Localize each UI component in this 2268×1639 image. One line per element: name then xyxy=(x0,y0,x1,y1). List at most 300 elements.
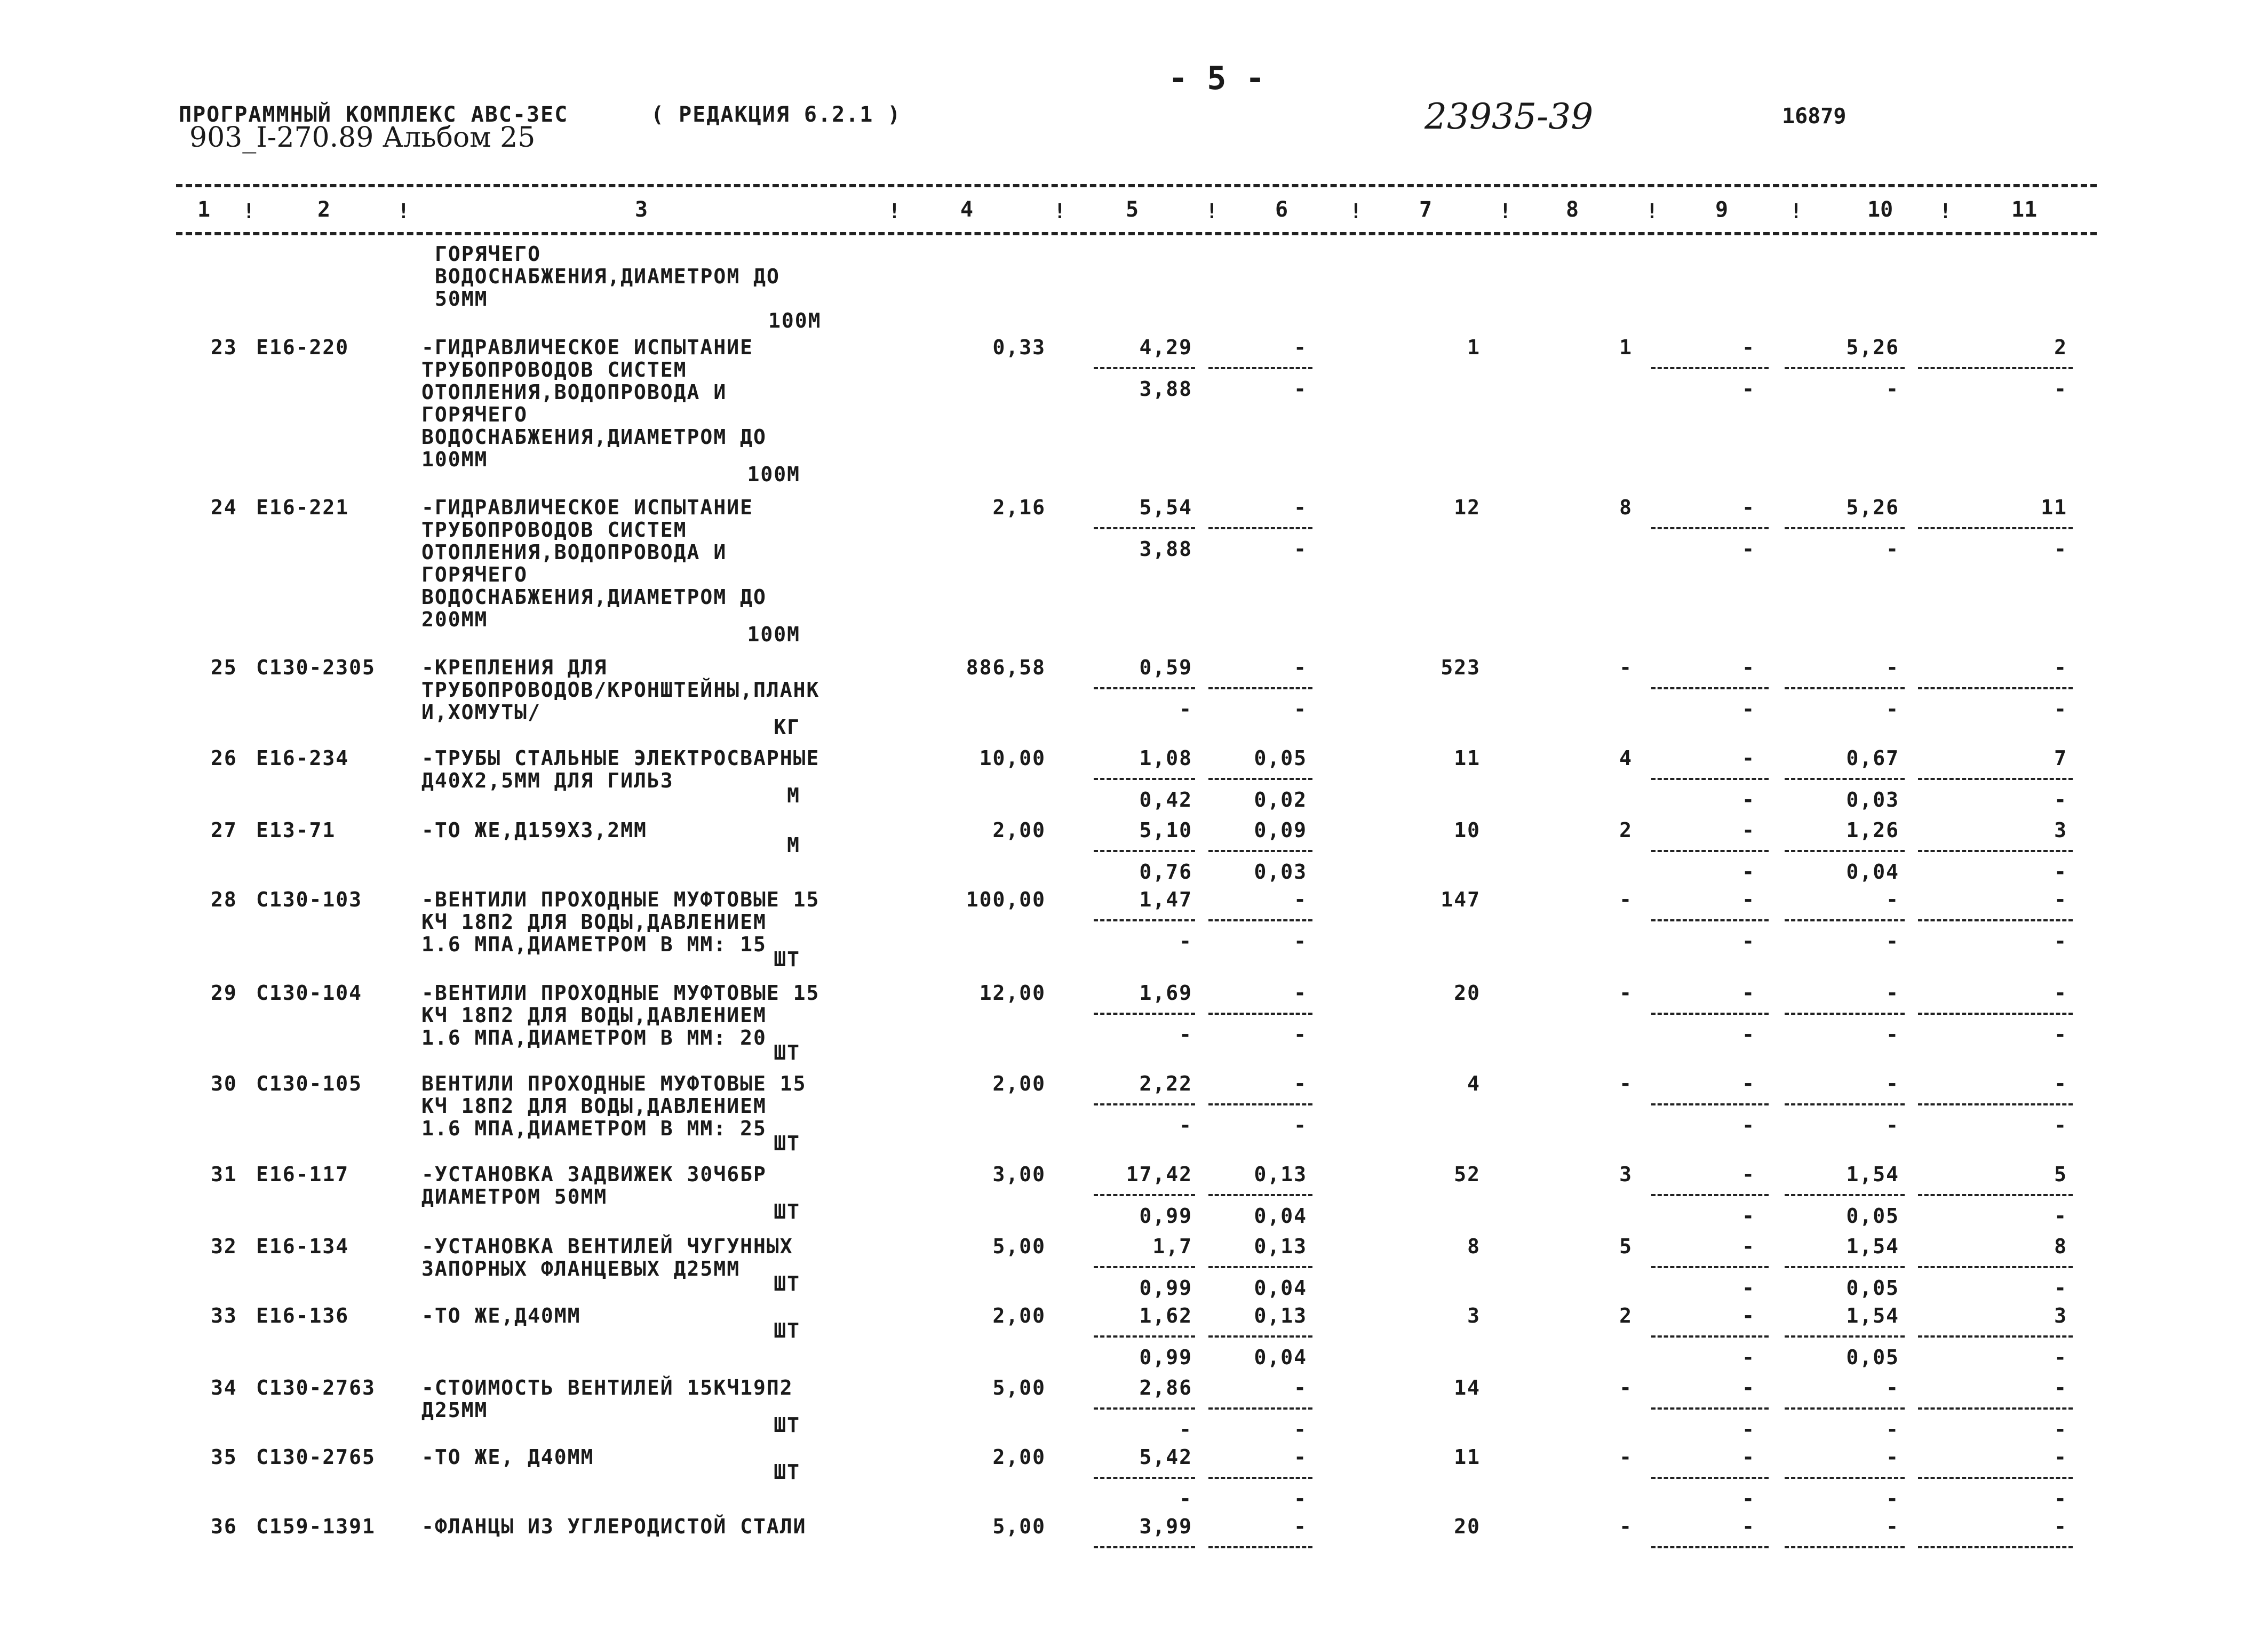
cell-divider xyxy=(1208,1407,1312,1410)
description-line: КЧ 18П2 ДЛЯ ВОДЫ,ДАВЛЕНИЕМ xyxy=(421,1004,767,1027)
cell-divider xyxy=(1918,1194,2073,1196)
unit-cost: 3,99 xyxy=(1139,1515,1192,1538)
cell-divider xyxy=(1651,1194,1769,1196)
cell-divider xyxy=(1208,850,1312,852)
col9-value: - xyxy=(1742,1304,1755,1327)
cell-divider xyxy=(1651,1546,1769,1548)
col9-sub: - xyxy=(1742,1418,1755,1441)
col9-value: - xyxy=(1742,1515,1755,1538)
unit-cost-wages: - xyxy=(1179,1418,1192,1441)
cell-divider xyxy=(1651,1266,1769,1268)
cell-divider xyxy=(1651,1013,1769,1015)
labor-total: - xyxy=(2054,1376,2067,1399)
labor-value: - xyxy=(1886,1376,1899,1399)
labor-total-sub: - xyxy=(2054,697,2067,721)
cell-divider xyxy=(1651,850,1769,852)
machine-cost-wages: - xyxy=(1294,1113,1307,1137)
labor-total-sub: - xyxy=(2054,1487,2067,1510)
column-separator: ! xyxy=(243,200,255,223)
cell-divider xyxy=(1208,1546,1312,1548)
labor-total-sub: - xyxy=(2054,929,2067,953)
labor-total-sub: - xyxy=(2054,1346,2067,1369)
wages-total: - xyxy=(1619,1445,1633,1469)
cell-divider xyxy=(1785,850,1905,852)
column-number: 11 xyxy=(2011,197,2038,222)
labor-total: 5 xyxy=(2054,1163,2067,1186)
norm-code: Е16-221 xyxy=(256,496,349,519)
description-line: КЧ 18П2 ДЛЯ ВОДЫ,ДАВЛЕНИЕМ xyxy=(421,1094,767,1118)
col9-sub: - xyxy=(1742,697,1755,721)
machine-cost-wages: 0,04 xyxy=(1254,1204,1307,1228)
column-number: 4 xyxy=(960,197,974,222)
cell-divider xyxy=(1208,367,1312,369)
labor-total: - xyxy=(2054,1445,2067,1469)
cell-divider xyxy=(1785,1407,1905,1410)
labor-sub: - xyxy=(1886,1113,1899,1137)
row-number: 34 xyxy=(211,1376,237,1399)
unit-cost-wages: - xyxy=(1179,697,1192,721)
unit-cost-wages: 0,99 xyxy=(1139,1276,1192,1300)
sheet-code: 16879 xyxy=(1782,104,1847,129)
description-line: -ВЕНТИЛИ ПРОХОДНЫЕ МУФТОВЫЕ 15 xyxy=(421,981,820,1005)
unit-cost-wages: 0,99 xyxy=(1139,1204,1192,1228)
labor-total: 3 xyxy=(2054,1304,2067,1327)
labor-total-sub: - xyxy=(2054,1023,2067,1046)
quantity: 3,00 xyxy=(992,1163,1046,1186)
machine-cost: - xyxy=(1294,336,1307,359)
col9-value: - xyxy=(1742,1235,1755,1258)
machine-cost: - xyxy=(1294,981,1307,1005)
unit-cost-wages: - xyxy=(1179,1113,1192,1137)
unit-cost: 1,7 xyxy=(1152,1235,1192,1258)
description-line: 50ММ xyxy=(435,287,488,311)
total-cost: 523 xyxy=(1441,656,1481,679)
description-line: ТРУБОПРОВОДОВ СИСТЕМ xyxy=(421,358,687,381)
col9-sub: - xyxy=(1742,1487,1755,1510)
total-cost: 11 xyxy=(1454,746,1481,770)
labor-value: 1,54 xyxy=(1846,1163,1899,1186)
labor-total-sub: - xyxy=(2054,1113,2067,1137)
cell-divider xyxy=(1785,1103,1905,1105)
unit-label: ШТ xyxy=(774,1200,800,1223)
norm-code: Е16-136 xyxy=(256,1304,349,1327)
unit-cost: 0,59 xyxy=(1139,656,1192,679)
row-number: 24 xyxy=(211,496,237,519)
cell-divider xyxy=(1094,1477,1195,1479)
cell-divider xyxy=(1094,1546,1195,1548)
cell-divider xyxy=(1094,1335,1195,1338)
description-line: ГОРЯЧЕГО xyxy=(421,403,528,426)
column-separator: ! xyxy=(888,200,901,223)
description-line: -УСТАНОВКА ЗАДВИЖЕК 30Ч6БР xyxy=(421,1163,767,1186)
labor-value: - xyxy=(1886,981,1899,1005)
total-cost: 4 xyxy=(1467,1072,1481,1095)
wages-total: 1 xyxy=(1619,336,1633,359)
labor-total-sub: - xyxy=(2054,1276,2067,1300)
unit-label: 100М xyxy=(768,309,822,332)
description-line: Д40Х2,5ММ ДЛЯ ГИЛЬЗ xyxy=(421,769,674,792)
row-number: 26 xyxy=(211,746,237,770)
machine-cost: - xyxy=(1294,1515,1307,1538)
cell-divider xyxy=(1208,1266,1312,1268)
description-line: И,ХОМУТЫ/ xyxy=(421,701,541,724)
col9-value: - xyxy=(1742,1445,1755,1469)
description-line: ВОДОСНАБЖЕНИЯ,ДИАМЕТРОМ ДО xyxy=(421,425,767,449)
col9-sub: - xyxy=(1742,860,1755,884)
quantity: 5,00 xyxy=(992,1235,1046,1258)
labor-value: 5,26 xyxy=(1846,336,1899,359)
column-separator: ! xyxy=(1350,200,1362,223)
labor-sub: - xyxy=(1886,929,1899,953)
labor-total: 7 xyxy=(2054,746,2067,770)
cell-divider xyxy=(1785,1013,1905,1015)
column-number: 5 xyxy=(1126,197,1139,222)
description-line: 1.6 МПА,ДИАМЕТРОМ В ММ: 25 xyxy=(421,1117,767,1140)
description-line: 1.6 МПА,ДИАМЕТРОМ В ММ: 15 xyxy=(421,933,767,956)
cell-divider xyxy=(1785,367,1905,369)
wages-total: 2 xyxy=(1619,1304,1633,1327)
machine-cost-wages: 0,04 xyxy=(1254,1276,1307,1300)
row-number: 35 xyxy=(211,1445,237,1469)
unit-label: ШТ xyxy=(774,1041,800,1064)
column-number: 7 xyxy=(1419,197,1433,222)
labor-value: - xyxy=(1886,656,1899,679)
col9-sub: - xyxy=(1742,1346,1755,1369)
cell-divider xyxy=(1651,1103,1769,1105)
unit-cost: 5,10 xyxy=(1139,818,1192,842)
cell-divider xyxy=(1918,1013,2073,1015)
col9-sub: - xyxy=(1742,1023,1755,1046)
cell-divider xyxy=(1208,1103,1312,1105)
norm-code: С130-105 xyxy=(256,1072,363,1095)
row-number: 30 xyxy=(211,1072,237,1095)
wages-total: - xyxy=(1619,1376,1633,1399)
quantity: 2,00 xyxy=(992,1072,1046,1095)
labor-value: - xyxy=(1886,1445,1899,1469)
machine-cost: - xyxy=(1294,1376,1307,1399)
wages-total: - xyxy=(1619,981,1633,1005)
labor-total-sub: - xyxy=(2054,860,2067,884)
row-number: 36 xyxy=(211,1515,237,1538)
wages-total: - xyxy=(1619,656,1633,679)
labor-total: - xyxy=(2054,1515,2067,1538)
col9-value: - xyxy=(1742,888,1755,911)
unit-label: ШТ xyxy=(774,1319,800,1342)
machine-cost-wages: - xyxy=(1294,929,1307,953)
machine-cost-wages: 0,04 xyxy=(1254,1346,1307,1369)
cell-divider xyxy=(1918,687,2073,689)
cell-divider xyxy=(1208,687,1312,689)
unit-cost: 5,54 xyxy=(1139,496,1192,519)
unit-cost-wages: 3,88 xyxy=(1139,537,1192,561)
unit-cost: 2,86 xyxy=(1139,1376,1192,1399)
description-line: ВЕНТИЛИ ПРОХОДНЫЕ МУФТОВЫЕ 15 xyxy=(421,1072,807,1095)
unit-cost: 1,08 xyxy=(1139,746,1192,770)
description-line: ДИАМЕТРОМ 50ММ xyxy=(421,1185,608,1208)
total-cost: 1 xyxy=(1467,336,1481,359)
unit-label: КГ xyxy=(774,715,800,739)
cell-divider xyxy=(1785,527,1905,529)
col9-value: - xyxy=(1742,1376,1755,1399)
norm-code: Е16-117 xyxy=(256,1163,349,1186)
cell-divider xyxy=(1918,850,2073,852)
norm-code: С130-2305 xyxy=(256,656,376,679)
description-line: -КРЕПЛЕНИЯ ДЛЯ xyxy=(421,656,608,679)
col9-value: - xyxy=(1742,818,1755,842)
cell-divider xyxy=(1651,367,1769,369)
machine-cost-wages: - xyxy=(1294,377,1307,401)
cell-divider xyxy=(1785,1194,1905,1196)
norm-code: Е16-234 xyxy=(256,746,349,770)
table-top-rule xyxy=(176,184,2097,187)
column-separator: ! xyxy=(1646,200,1658,223)
row-number: 28 xyxy=(211,888,237,911)
description-line: -ТО ЖЕ,Д40ММ xyxy=(421,1304,581,1327)
norm-code: Е13-71 xyxy=(256,818,336,842)
labor-sub: 0,04 xyxy=(1846,860,1899,884)
cell-divider xyxy=(1208,1477,1312,1479)
description-line: ОТОПЛЕНИЯ,ВОДОПРОВОДА И xyxy=(421,540,727,564)
machine-cost: - xyxy=(1294,1072,1307,1095)
total-cost: 147 xyxy=(1441,888,1481,911)
quantity: 5,00 xyxy=(992,1376,1046,1399)
machine-cost: - xyxy=(1294,496,1307,519)
unit-label: М xyxy=(787,833,800,857)
wages-total: - xyxy=(1619,1515,1633,1538)
labor-value: 1,54 xyxy=(1846,1235,1899,1258)
cell-divider xyxy=(1785,778,1905,780)
labor-value: - xyxy=(1886,1515,1899,1538)
labor-total-sub: - xyxy=(2054,1418,2067,1441)
cell-divider xyxy=(1208,778,1312,780)
description-line: -ТО ЖЕ,Д159Х3,2ММ xyxy=(421,818,647,842)
description-line: ВОДОСНАБЖЕНИЯ,ДИАМЕТРОМ ДО xyxy=(435,265,780,288)
unit-cost: 1,69 xyxy=(1139,981,1192,1005)
total-cost: 12 xyxy=(1454,496,1481,519)
cell-divider xyxy=(1785,1546,1905,1548)
cell-divider xyxy=(1208,527,1312,529)
description-line: КЧ 18П2 ДЛЯ ВОДЫ,ДАВЛЕНИЕМ xyxy=(421,910,767,934)
labor-total: - xyxy=(2054,656,2067,679)
col9-sub: - xyxy=(1742,929,1755,953)
col9-value: - xyxy=(1742,1163,1755,1186)
cell-divider xyxy=(1918,527,2073,529)
quantity: 2,00 xyxy=(992,818,1046,842)
cell-divider xyxy=(1094,919,1195,921)
column-separator: ! xyxy=(1499,200,1511,223)
labor-total-sub: - xyxy=(2054,788,2067,811)
col9-value: - xyxy=(1742,656,1755,679)
description-line: -УСТАНОВКА ВЕНТИЛЕЙ ЧУГУННЫХ xyxy=(421,1235,793,1258)
description-line: ОТОПЛЕНИЯ,ВОДОПРОВОДА И xyxy=(421,380,727,404)
description-line: -ГИДРАВЛИЧЕСКОЕ ИСПЫТАНИЕ xyxy=(421,496,753,519)
machine-cost: 0,13 xyxy=(1254,1163,1307,1186)
cell-divider xyxy=(1094,1194,1195,1196)
cell-divider xyxy=(1651,919,1769,921)
labor-total: 8 xyxy=(2054,1235,2067,1258)
unit-label: ШТ xyxy=(774,1460,800,1484)
table-header-rule xyxy=(176,232,2097,235)
row-number: 32 xyxy=(211,1235,237,1258)
unit-label: М xyxy=(787,784,800,807)
total-cost: 52 xyxy=(1454,1163,1481,1186)
cell-divider xyxy=(1918,1335,2073,1338)
description-line: ГОРЯЧЕГО xyxy=(421,563,528,586)
cell-divider xyxy=(1094,1103,1195,1105)
labor-value: - xyxy=(1886,888,1899,911)
cell-divider xyxy=(1918,1266,2073,1268)
labor-sub: - xyxy=(1886,377,1899,401)
unit-label: ШТ xyxy=(774,1413,800,1437)
description-line: -ТРУБЫ СТАЛЬНЫЕ ЭЛЕКТРОСВАРНЫЕ xyxy=(421,746,820,770)
cell-divider xyxy=(1094,1407,1195,1410)
total-cost: 20 xyxy=(1454,1515,1481,1538)
description-line: ТРУБОПРОВОДОВ/КРОНШТЕЙНЫ,ПЛАНК xyxy=(421,678,820,702)
column-number: 3 xyxy=(635,197,648,222)
wages-total: 5 xyxy=(1619,1235,1633,1258)
unit-label: ШТ xyxy=(774,1132,800,1155)
cell-divider xyxy=(1094,778,1195,780)
cell-divider xyxy=(1785,1335,1905,1338)
unit-cost-wages: - xyxy=(1179,1487,1192,1510)
machine-cost-wages: - xyxy=(1294,1418,1307,1441)
description-line: ГОРЯЧЕГО xyxy=(435,242,542,266)
cell-divider xyxy=(1094,367,1195,369)
col9-value: - xyxy=(1742,336,1755,359)
machine-cost-wages: - xyxy=(1294,1023,1307,1046)
row-number: 33 xyxy=(211,1304,237,1327)
unit-label: 100М xyxy=(747,463,800,486)
labor-total-sub: - xyxy=(2054,537,2067,561)
description-line: ВОДОСНАБЖЕНИЯ,ДИАМЕТРОМ ДО xyxy=(421,585,767,609)
total-cost: 20 xyxy=(1454,981,1481,1005)
machine-cost: 0,13 xyxy=(1254,1304,1307,1327)
description-line: Д25ММ xyxy=(421,1398,488,1422)
labor-total: 3 xyxy=(2054,818,2067,842)
labor-sub: 0,03 xyxy=(1846,788,1899,811)
cell-divider xyxy=(1094,1013,1195,1015)
norm-code: Е16-134 xyxy=(256,1235,349,1258)
document-number: 23935-39 xyxy=(1425,96,1594,137)
total-cost: 14 xyxy=(1454,1376,1481,1399)
cell-divider xyxy=(1918,1546,2073,1548)
col9-value: - xyxy=(1742,746,1755,770)
cell-divider xyxy=(1918,1103,2073,1105)
labor-sub: - xyxy=(1886,1023,1899,1046)
column-number: 9 xyxy=(1715,197,1729,222)
cell-divider xyxy=(1651,1335,1769,1338)
quantity: 2,16 xyxy=(992,496,1046,519)
total-cost: 8 xyxy=(1467,1235,1481,1258)
total-cost: 11 xyxy=(1454,1445,1481,1469)
labor-sub: - xyxy=(1886,1487,1899,1510)
machine-cost: 0,05 xyxy=(1254,746,1307,770)
machine-cost-wages: - xyxy=(1294,697,1307,721)
machine-cost-wages: 0,03 xyxy=(1254,860,1307,884)
cell-divider xyxy=(1208,1013,1312,1015)
album-label: 903_I-270.89 Альбом 25 xyxy=(189,122,536,154)
unit-label: ШТ xyxy=(774,1272,800,1295)
machine-cost: 0,13 xyxy=(1254,1235,1307,1258)
cell-divider xyxy=(1918,778,2073,780)
cell-divider xyxy=(1918,367,2073,369)
cell-divider xyxy=(1208,1335,1312,1338)
norm-code: С159-1391 xyxy=(256,1515,376,1538)
quantity: 0,33 xyxy=(992,336,1046,359)
unit-cost: 5,42 xyxy=(1139,1445,1192,1469)
unit-cost-wages: 0,42 xyxy=(1139,788,1192,811)
unit-cost-wages: 3,88 xyxy=(1139,377,1192,401)
cell-divider xyxy=(1785,919,1905,921)
row-number: 31 xyxy=(211,1163,237,1186)
labor-total: 11 xyxy=(2041,496,2067,519)
labor-sub: - xyxy=(1886,537,1899,561)
col9-sub: - xyxy=(1742,377,1755,401)
unit-cost-wages: 0,76 xyxy=(1139,860,1192,884)
col9-sub: - xyxy=(1742,1276,1755,1300)
wages-total: 2 xyxy=(1619,818,1633,842)
wages-total: 8 xyxy=(1619,496,1633,519)
machine-cost-wages: 0,02 xyxy=(1254,788,1307,811)
cell-divider xyxy=(1918,1407,2073,1410)
cell-divider xyxy=(1918,919,2073,921)
labor-value: 5,26 xyxy=(1846,496,1899,519)
cell-divider xyxy=(1651,687,1769,689)
cell-divider xyxy=(1094,1266,1195,1268)
cell-divider xyxy=(1208,1194,1312,1196)
description-line: ЗАПОРНЫХ ФЛАНЦЕВЫХ Д25ММ xyxy=(421,1257,741,1280)
unit-cost-wages: - xyxy=(1179,1023,1192,1046)
column-number: 2 xyxy=(317,197,331,222)
labor-total: - xyxy=(2054,1072,2067,1095)
labor-sub: 0,05 xyxy=(1846,1204,1899,1228)
quantity: 2,00 xyxy=(992,1304,1046,1327)
labor-sub: - xyxy=(1886,697,1899,721)
total-cost: 3 xyxy=(1467,1304,1481,1327)
cell-divider xyxy=(1651,778,1769,780)
quantity: 2,00 xyxy=(992,1445,1046,1469)
norm-code: С130-104 xyxy=(256,981,363,1005)
unit-cost: 1,47 xyxy=(1139,888,1192,911)
column-number: 8 xyxy=(1566,197,1579,222)
labor-sub: 0,05 xyxy=(1846,1346,1899,1369)
col9-value: - xyxy=(1742,981,1755,1005)
unit-cost-wages: - xyxy=(1179,929,1192,953)
unit-cost: 1,62 xyxy=(1139,1304,1192,1327)
cell-divider xyxy=(1208,919,1312,921)
wages-total: - xyxy=(1619,888,1633,911)
col9-sub: - xyxy=(1742,537,1755,561)
norm-code: С130-2765 xyxy=(256,1445,376,1469)
column-separator: ! xyxy=(1206,200,1218,223)
labor-total: 2 xyxy=(2054,336,2067,359)
col9-sub: - xyxy=(1742,1204,1755,1228)
column-separator: ! xyxy=(1790,200,1802,223)
total-cost: 10 xyxy=(1454,818,1481,842)
description-line: -ТО ЖЕ, Д40ММ xyxy=(421,1445,594,1469)
cell-divider xyxy=(1651,1407,1769,1410)
row-number: 25 xyxy=(211,656,237,679)
description-line: -СТОИМОСТЬ ВЕНТИЛЕЙ 15КЧ19П2 xyxy=(421,1376,793,1399)
quantity: 886,58 xyxy=(966,656,1046,679)
machine-cost: - xyxy=(1294,656,1307,679)
norm-code: С130-103 xyxy=(256,888,363,911)
quantity: 100,00 xyxy=(966,888,1046,911)
row-number: 23 xyxy=(211,336,237,359)
unit-label: 100М xyxy=(747,623,800,646)
labor-total-sub: - xyxy=(2054,1204,2067,1228)
column-number: 6 xyxy=(1275,197,1288,222)
